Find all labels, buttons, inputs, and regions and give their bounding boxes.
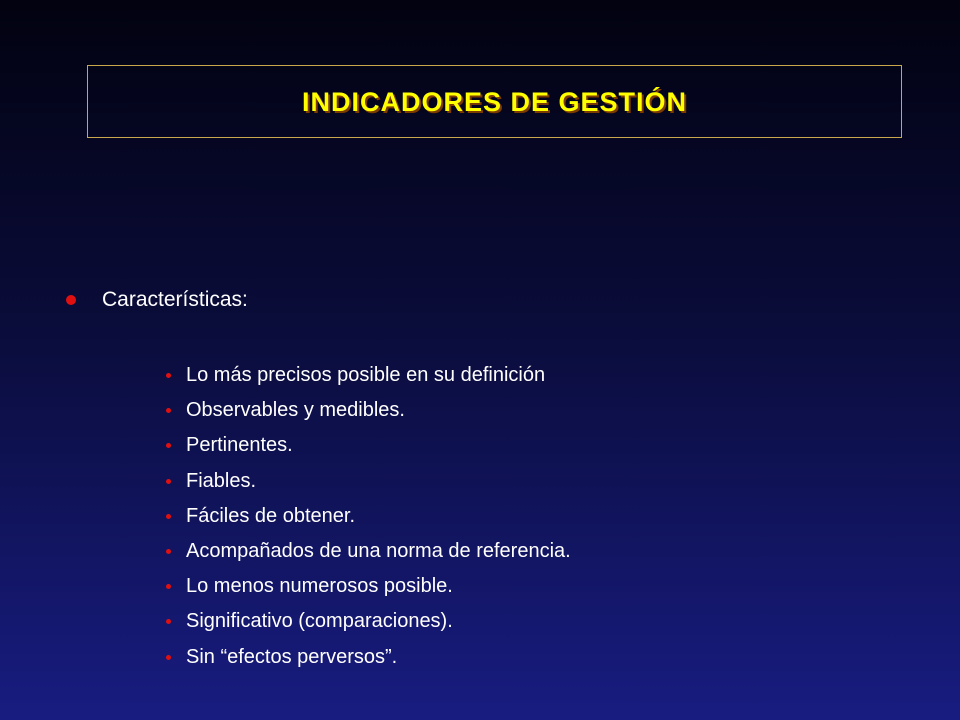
bullet-dot-icon [166,655,171,660]
bullet-dot-icon [166,549,171,554]
list-item-text: Lo más precisos posible en su definición [186,364,546,387]
slide-title: INDICADORES DE GESTIÓN [301,87,688,117]
list-item [166,428,571,463]
list-item [166,499,571,534]
list-item-text: Sin “efectos perversos”. [186,645,398,668]
bullet-dot-icon [166,479,171,484]
list-item-text: Lo menos numerosos posible. [186,575,453,598]
bullet-dot-icon [166,443,171,448]
list-item [166,604,571,639]
list-item-text: Fáciles de obtener. [186,504,355,527]
list-item-text: Acompañados de una norma de referencia. [186,540,571,563]
list-item-text: Pertinentes. [186,434,293,457]
list-item-text: Observables y medibles. [186,399,405,422]
bullet-dot-icon [166,514,171,519]
main-bullet [66,288,248,312]
list-item [166,393,571,428]
title-box [87,65,902,138]
list-item [166,534,571,569]
main-bullet-text: Características: [102,288,248,311]
list-item [166,464,571,499]
bullet-dot-icon [166,584,171,589]
list-item [166,569,571,604]
bullet-dot-icon [166,408,171,413]
list-item [166,358,571,393]
bullet-dot-icon [66,295,76,305]
bullet-dot-icon [166,373,171,378]
characteristics-list [166,358,571,675]
list-item-text: Significativo (comparaciones). [186,610,453,633]
list-item-text: Fiables. [186,469,257,492]
bullet-dot-icon [166,619,171,624]
list-item [166,640,571,675]
